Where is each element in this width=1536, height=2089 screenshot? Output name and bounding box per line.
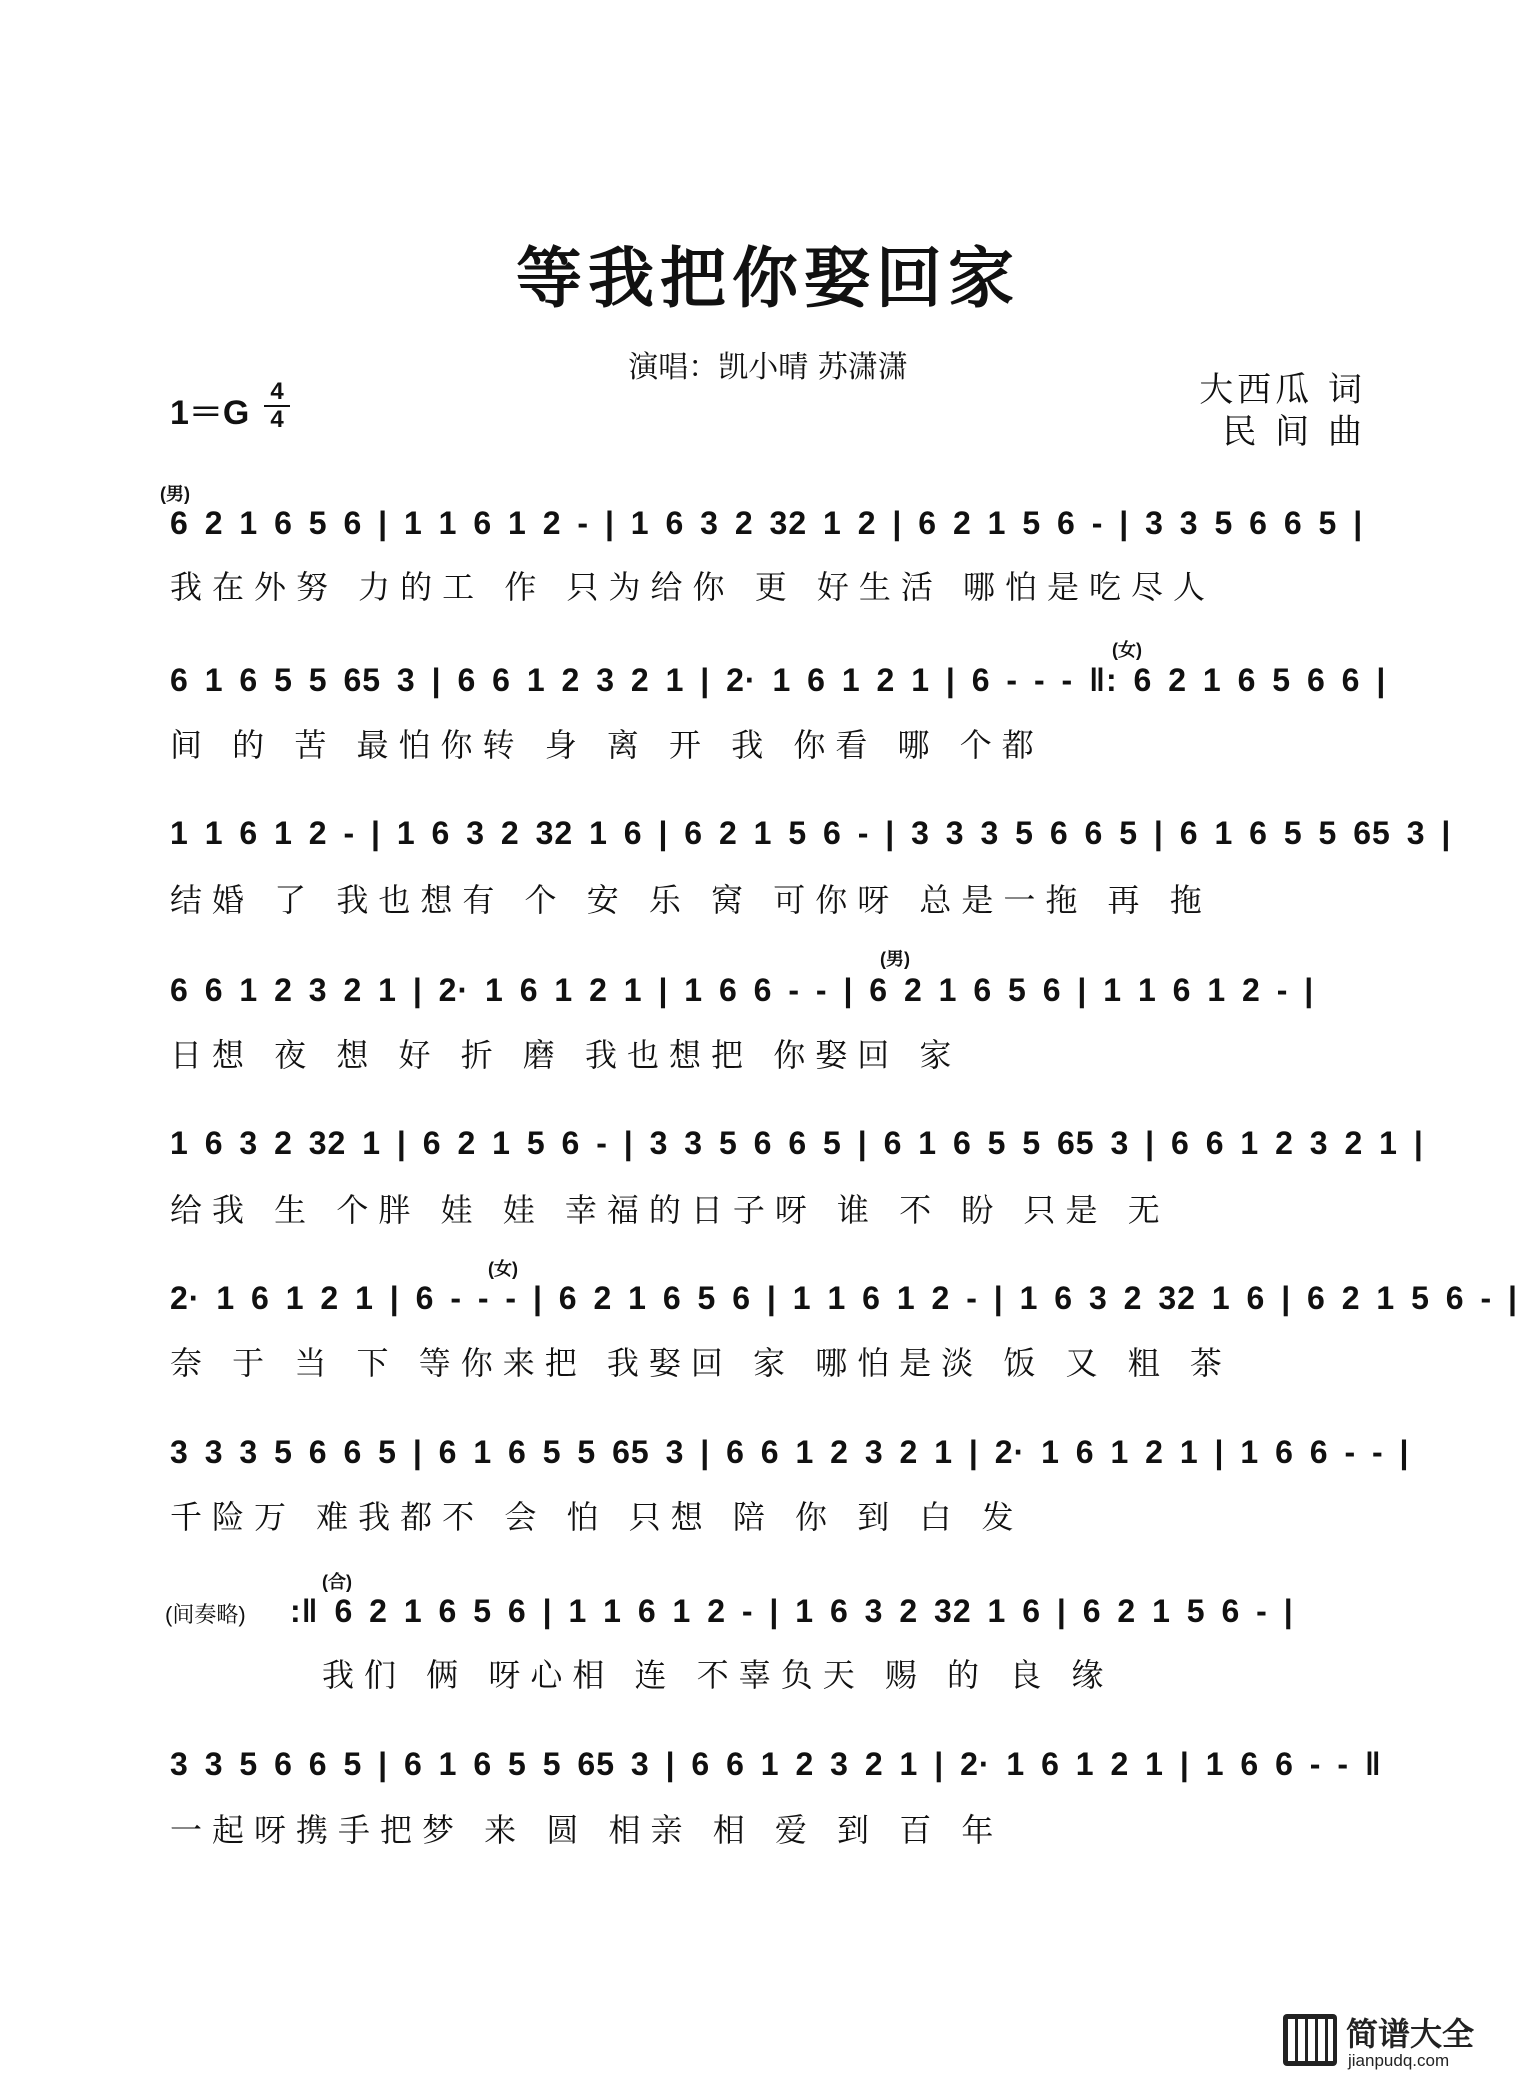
- notation-line: 6 6 1 2 3 2 1 | 2· 1 6 1 2 1 | 1 6 6 - - | 6 2 1 6 5 6 | 1 1 6 1 2 - |: [170, 972, 1315, 1008]
- notation-line: 3 3 3 5 6 6 5 | 6 1 6 5 5 65 3 | 6 6 1 2 3 2 1 | 2· 1 6 1 2 1 | 1 6 6 - - |: [170, 1434, 1410, 1470]
- lyrics-line: 一起呀携手把梦 来 圆 相亲 相 爱 到 百 年: [170, 1811, 1004, 1849]
- time-signature-bottom: 4: [270, 406, 284, 433]
- logo-site: jianpudq.com: [1348, 2051, 1450, 2070]
- notation-line: 6 2 1 6 5 6 | 1 1 6 1 2 - | 1 6 3 2 32 1 2 | 6 2 1 5 6 - | 3 3 5 6 6 5 |: [170, 505, 1364, 541]
- lyrics-line: 日想 夜 想 好 折 磨 我也想把 你娶回 家: [170, 1036, 962, 1074]
- lyricist-credit: 大西瓜 词: [1199, 370, 1366, 410]
- role-marker: (女): [488, 1259, 518, 1279]
- notation-line: 3 3 5 6 6 5 | 6 1 6 5 5 65 3 | 6 6 1 2 3 2 1 | 2· 1 6 1 2 1 | 1 6 6 - - ‖: [170, 1746, 1382, 1782]
- role-marker: (男): [160, 484, 190, 504]
- lyrics-line: 我们 俩 呀心相 连 不辜负天 赐 的 良 缘: [322, 1656, 1114, 1694]
- role-marker: (合): [322, 1572, 352, 1592]
- site-logo: [1282, 2005, 1522, 2079]
- time-signature-top: 4: [270, 378, 284, 405]
- lyrics-line: 我在外努 力的工 作 只为给你 更 好生活 哪怕是吃尽人: [170, 568, 1216, 606]
- notation-line: :‖ 6 2 1 6 5 6 | 1 1 6 1 2 - | 1 6 3 2 32 1 6 | 6 2 1 5 6 - |: [290, 1593, 1294, 1629]
- logo-brand: 简谱大全: [1346, 2015, 1475, 2053]
- lyrics-line: 间 的 苦 最怕你转 身 离 开 我 你看 哪 个都: [170, 726, 1044, 764]
- role-marker: (女): [1112, 640, 1142, 660]
- lyrics-line: 给我 生 个胖 娃 娃 幸福的日子呀 谁 不 盼 只是 无: [170, 1191, 1170, 1229]
- notation-line: 1 6 3 2 32 1 | 6 2 1 5 6 - | 3 3 5 6 6 5 | 6 1 6 5 5 65 3 | 6 6 1 2 3 2 1 |: [170, 1125, 1424, 1161]
- time-signature: [264, 380, 290, 432]
- lyrics-line: 结婚 了 我也想有 个 安 乐 窝 可你呀 总是一拖 再 拖: [170, 881, 1212, 919]
- notation-line: 2· 1 6 1 2 1 | 6 - - - | 6 2 1 6 5 6 | 1 1 6 1 2 - | 1 6 3 2 32 1 6 | 6 2 1 5 6 - |: [170, 1280, 1518, 1316]
- piano-keys-icon: [1282, 2013, 1338, 2067]
- performers: 演唱：凯小晴 苏潇潇: [628, 350, 908, 385]
- lyrics-line: 奈 于 当 下 等你来把 我娶回 家 哪怕是淡 饭 又 粗 茶: [170, 1344, 1232, 1382]
- notation-line: 1 1 6 1 2 - | 1 6 3 2 32 1 6 | 6 2 1 5 6 - | 3 3 3 5 6 6 5 | 6 1 6 5 5 65 3 |: [170, 815, 1452, 851]
- notation-line: 6 1 6 5 5 65 3 | 6 6 1 2 3 2 1 | 2· 1 6 1 2 1 | 6 - - - ‖: 6 2 1 6 5 6 6 |: [170, 662, 1387, 698]
- key-signature: 1＝G: [170, 394, 250, 432]
- page-title: 等我把你娶回家: [516, 239, 1020, 317]
- lyrics-line: 千险万 难我都不 会 怕 只想 陪 你 到 白 发: [170, 1498, 1024, 1536]
- composer-credit: 民 间 曲: [1222, 412, 1366, 452]
- interlude-note: (间奏略): [165, 1602, 246, 1627]
- role-marker: (男): [880, 949, 910, 969]
